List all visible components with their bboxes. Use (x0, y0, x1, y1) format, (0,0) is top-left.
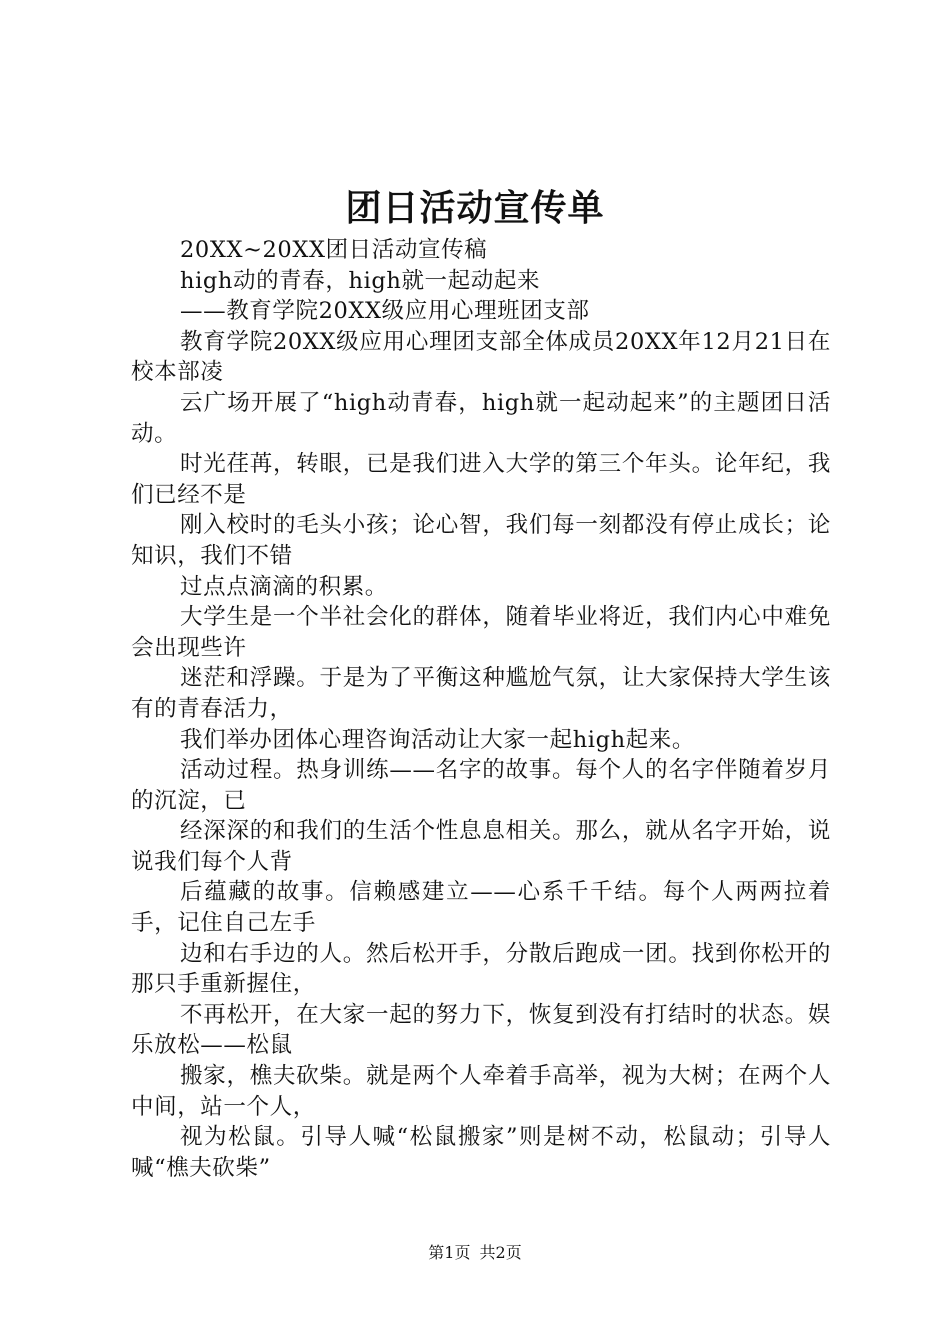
paragraph: 不再松开，在大家一起的努力下，恢复到没有打结时的状态。娱乐放松——松鼠 (131, 1001, 831, 1059)
paragraph: 过点点滴滴的积累。 (180, 573, 388, 600)
paragraph: ——教育学院20XX级应用心理班团支部 (180, 298, 590, 325)
paragraph: 迷茫和浮躁。于是为了平衡这种尴尬气氛，让大家保持大学生该有的青春活力， (131, 665, 831, 722)
paragraph: 云广场开展了“high动青春，high就一起动起来”的主题团日活动。 (131, 389, 831, 447)
document-title: 团日活动宣传单 (345, 187, 605, 229)
paragraph: 活动过程。热身训练——名字的故事。每个人的名字伴随着岁月的沉淀，已 (131, 757, 831, 814)
paragraph: 20XX~20XX团日活动宣传稿 (180, 237, 488, 263)
paragraph: 时光荏苒，转眼，已是我们进入大学的第三个年头。论年纪，我们已经不是 (131, 451, 831, 508)
paragraph: 我们举办团体心理咨询活动让大家一起high起来。 (180, 726, 695, 753)
paragraph: 视为松鼠。引导人喊“松鼠搬家”则是树不动，松鼠动；引导人喊“樵夫砍柴” (131, 1124, 831, 1181)
page-total: 共2页 (479, 1243, 522, 1262)
page-number: 第1页 (428, 1243, 471, 1262)
page-footer (0, 1241, 950, 1265)
paragraph: 后蕴藏的故事。信赖感建立——心系千千结。每个人两两拉着手，记住自己左手 (131, 879, 831, 937)
document-body (131, 235, 831, 1183)
paragraph: 教育学院20XX级应用心理团支部全体成员20XX年12月21日在校本部凌 (131, 328, 831, 386)
paragraph: 大学生是一个半社会化的群体，随着毕业将近，我们内心中难免会出现些许 (131, 604, 831, 661)
paragraph: 刚入校时的毛头小孩；论心智，我们每一刻都没有停止成长；论知识，我们不错 (131, 512, 831, 569)
paragraph: 边和右手边的人。然后松开手，分散后跑成一团。找到你松开的那只手重新握住， (131, 940, 831, 998)
paragraph: 经深深的和我们的生活个性息息相关。那么，就从名字开始，说说我们每个人背 (131, 818, 831, 875)
paragraph: 搬家，樵夫砍柴。就是两个人牵着手高举，视为大树；在两个人中间，站一个人， (131, 1063, 831, 1120)
paragraph: high动的青春，high就一起动起来 (180, 267, 541, 294)
